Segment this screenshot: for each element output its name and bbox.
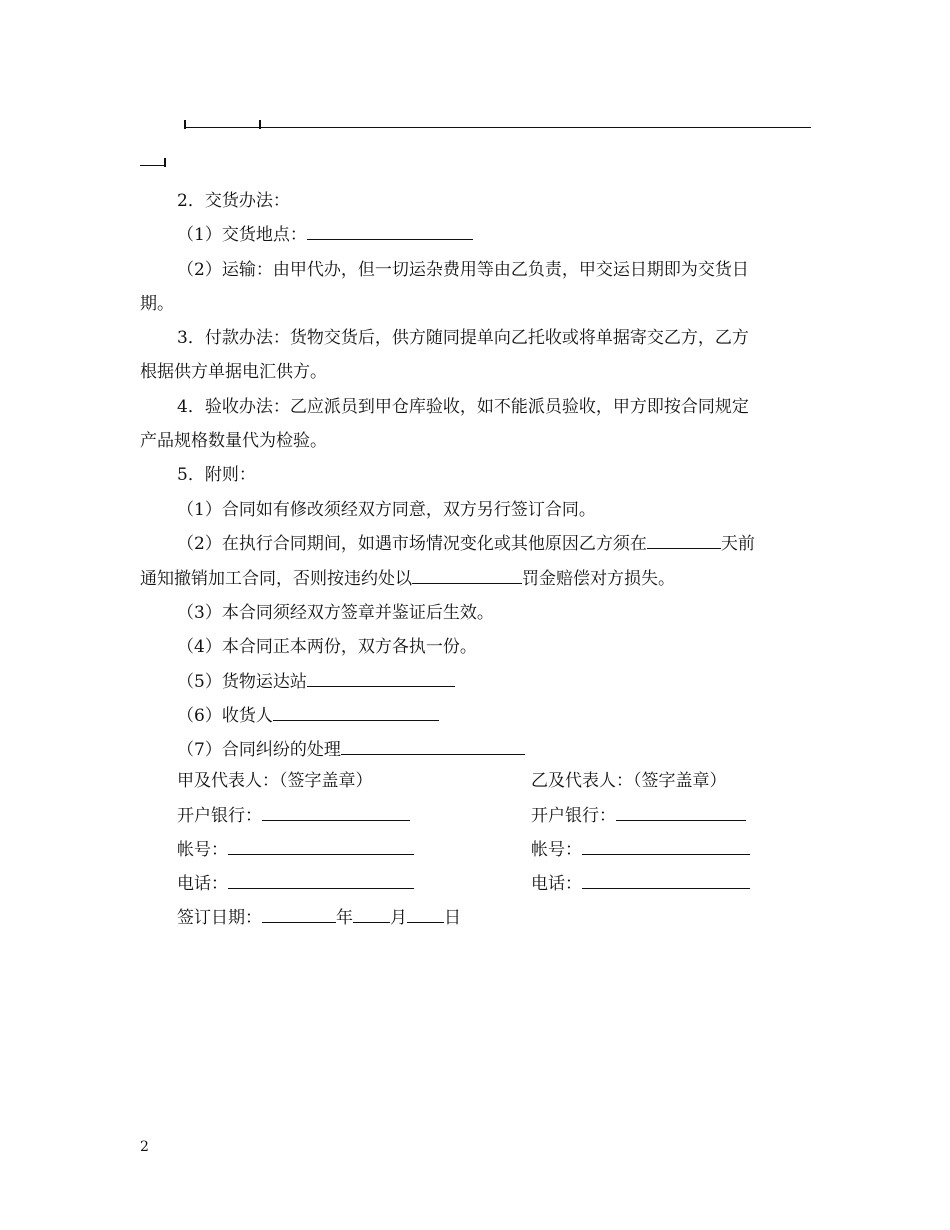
appendix-item-6 (177, 708, 439, 725)
transport-line-2: 期。 (140, 294, 174, 314)
appendix-item-2-text-d: 罚金赔偿对方损失。 (522, 569, 675, 589)
table-tick-right (164, 158, 166, 167)
day-blank[interactable] (407, 921, 444, 923)
acceptance-line-2: 产品规格数量代为检验。 (140, 431, 327, 451)
appendix-item-2-line-2 (140, 571, 675, 588)
party-a-account-blank[interactable] (228, 853, 414, 855)
transport-line-1: （2）运输：由甲代办，但一切运杂费用等由乙负责，甲交运日期即为交货日 (177, 260, 749, 280)
appendix-item-4: （4）本合同正本两份，双方各执一份。 (177, 637, 477, 657)
table-rule-top (184, 127, 811, 128)
page-number: 2 (140, 1139, 149, 1155)
party-a-account-label: 帐号： (177, 840, 228, 860)
delivery-heading: 2．交货办法： (177, 191, 290, 211)
delivery-place-blank[interactable] (307, 238, 473, 240)
appendix-heading: 5．附则： (177, 465, 256, 485)
day-label: 日 (444, 908, 461, 928)
appendix-item-2-line-1 (177, 536, 755, 553)
appendix-item-1: （1）合同如有修改须经双方同意，双方另行签订合同。 (177, 500, 596, 520)
party-a-phone-blank[interactable] (228, 887, 414, 889)
appendix-item-5-label: （5）货物运达站 (177, 672, 307, 692)
party-b-account-blank[interactable] (582, 853, 750, 855)
party-b-account (531, 842, 750, 859)
payment-line-2: 根据供方单据电汇供方。 (140, 362, 327, 382)
appendix-item-3: （3）本合同须经双方签章并鉴证后生效。 (177, 603, 494, 623)
year-label: 年 (336, 908, 353, 928)
appendix-item-2-text-a: （2）在执行合同期间，如遇市场情况变化或其他原因乙方须在 (177, 534, 647, 554)
table-tick-mid (259, 120, 261, 129)
party-b-phone-label: 电话： (531, 874, 582, 894)
appendix-item-7 (177, 742, 525, 759)
party-b-bank-label: 开户银行： (531, 806, 616, 826)
appendix-item-2-text-c: 通知撤销加工合同，否则按违约处以 (140, 569, 412, 589)
destination-station-blank[interactable] (307, 685, 455, 687)
penalty-blank[interactable] (412, 582, 522, 584)
signing-date-label: 签订日期： (177, 908, 262, 928)
party-a-rep: 甲及代表人：（签字盖章） (177, 771, 373, 791)
party-a-bank (177, 808, 410, 825)
appendix-item-6-label: （6）收货人 (177, 706, 273, 726)
party-a-bank-blank[interactable] (262, 819, 410, 821)
acceptance-line-1: 4．验收办法：乙应派员到甲仓库验收，如不能派员验收，甲方即按合同规定 (177, 397, 749, 417)
month-blank[interactable] (353, 921, 390, 923)
party-a-account (177, 842, 414, 859)
party-b-bank-blank[interactable] (616, 819, 746, 821)
payment-line-1: 3．付款办法：货物交货后，供方随同提单向乙托收或将单据寄交乙方，乙方 (177, 328, 749, 348)
party-a-bank-label: 开户银行： (177, 806, 262, 826)
party-b-rep: 乙及代表人：（签字盖章） (531, 771, 727, 791)
year-blank[interactable] (262, 921, 336, 923)
party-b-phone (531, 876, 750, 893)
appendix-item-5 (177, 674, 455, 691)
party-a-phone (177, 876, 414, 893)
appendix-item-7-label: （7）合同纠纷的处理 (177, 740, 341, 760)
party-b-bank (531, 808, 746, 825)
appendix-item-2-text-b: 天前 (720, 534, 755, 554)
dispute-handling-blank[interactable] (341, 753, 525, 755)
party-b-phone-blank[interactable] (582, 887, 750, 889)
table-tick-left (184, 120, 186, 129)
month-label: 月 (390, 908, 407, 928)
party-a-phone-label: 电话： (177, 874, 228, 894)
signing-date (177, 910, 461, 927)
consignee-blank[interactable] (273, 719, 439, 721)
delivery-place-line (177, 227, 473, 244)
notice-days-blank[interactable] (647, 547, 721, 549)
delivery-place-label: （1）交货地点： (177, 225, 307, 245)
table-rule-bottom (140, 165, 165, 166)
party-b-account-label: 帐号： (531, 840, 582, 860)
